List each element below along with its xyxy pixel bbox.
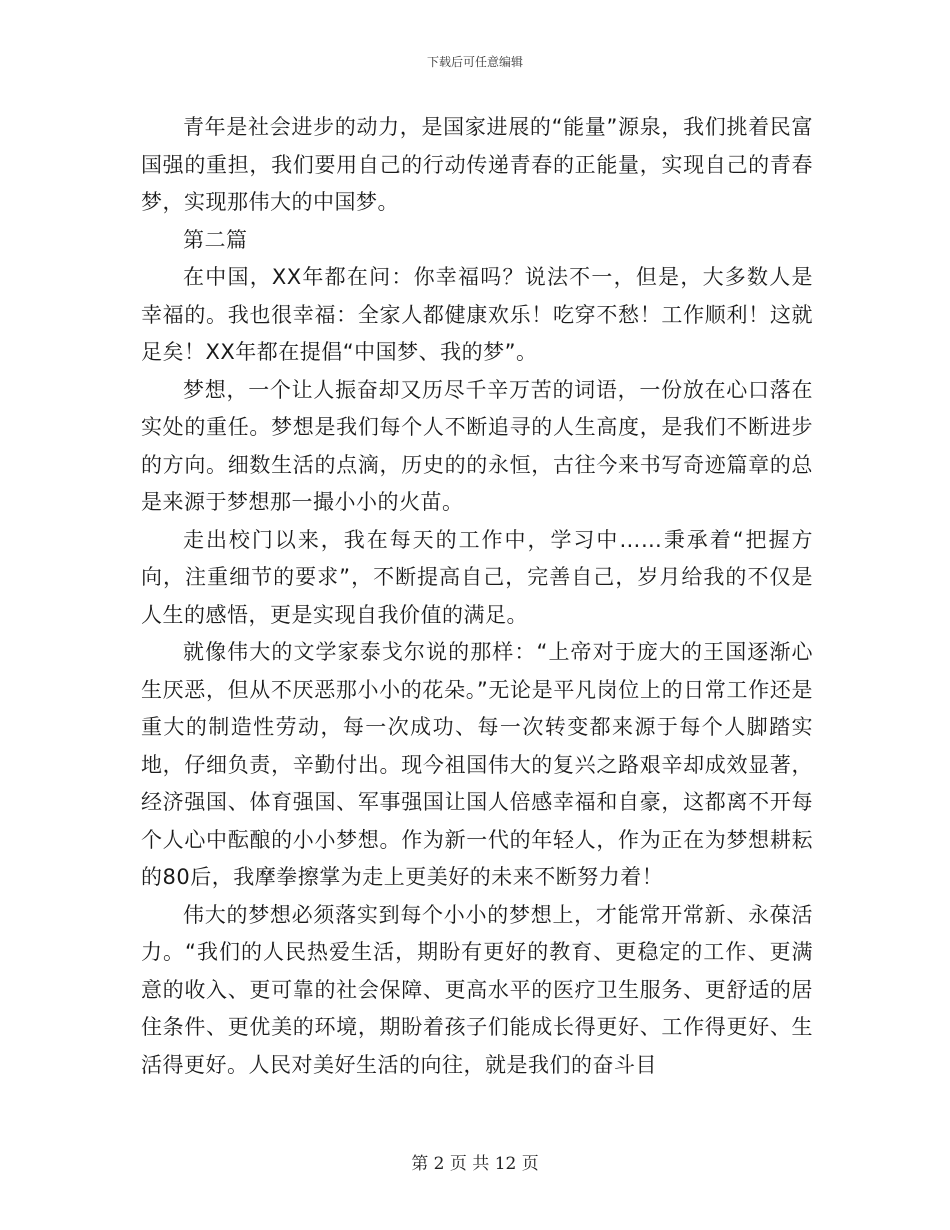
paragraph-3: 梦想，一个让人振奋却又历尽千辛万苦的词语，一份放在心口落在实处的重任。梦想是我们每个人不断追寻的人生高度，是我们不断进步的方向。细数生活的点滴，历史的的永恒，古往今来书写奇迹篇章的总是来源于梦想那一撮小小的火苗。 [141,377,813,514]
paragraph-1: 青年是社会进步的动力，是国家进展的“能量”源泉，我们挑着民富国强的重担，我们要用自己的行动传递青春的正能量，实现自己的青春梦，实现那伟大的中国梦。 [141,115,813,214]
document-body [141,109,813,1084]
paragraph-4: 走出校门以来，我在每天的工作中，学习中……秉承着“把握方向，注重细节的要求”，不断提高自己，完善自己，岁月给我的不仅是人生的感悟，更是实现自我价值的满足。 [141,527,813,627]
section-heading: 第二篇 [183,227,248,252]
paragraph-5: 就像伟大的文学家泰戈尔说的那样：“上帝对于庞大的王国逐渐心生厌恶，但从不厌恶那小小的花朵。”无论是平凡岗位上的日常工作还是重大的制造性劳动，每一次成功、每一次转变都来源于每个人脚踏实地，仔细负责，辛勤付出。现今祖国伟大的复兴之路艰辛却成效显著，经济强国、体育强国、军事强国让国人倍感幸福和自豪，这都离不开每个人心中酝酿的小小梦想。作为新一代的年轻人，作为正在为梦想耕耘的80后，我摩拳擦掌为走上更美好的未来不断努力着！ [141,640,813,889]
page-header: 下载后可任意编辑 [426,55,523,69]
page-number-footer: 第 2 页 共 12 页 [411,1154,539,1174]
paragraph-6: 伟大的梦想必须落实到每个小小的梦想上，才能常开常新、永葆活力。“我们的人民热爱生活，期盼有更好的教育、更稳定的工作、更满意的收入、更可靠的社会保障、更高水平的医疗卫生服务、更舒适的居住条件、更优美的环境，期盼着孩子们能成长得更好、工作得更好、生活得更好。人民对美好生活的向往，就是我们的奋斗目 [141,902,813,1077]
paragraph-2: 在中国，XX年都在问：你幸福吗？说法不一，但是，大多数人是幸福的。我也很幸福：全家人都健康欢乐！吃穿不愁！工作顺利！这就足矣！XX年都在提倡“中国梦、我的梦”。 [141,265,813,364]
